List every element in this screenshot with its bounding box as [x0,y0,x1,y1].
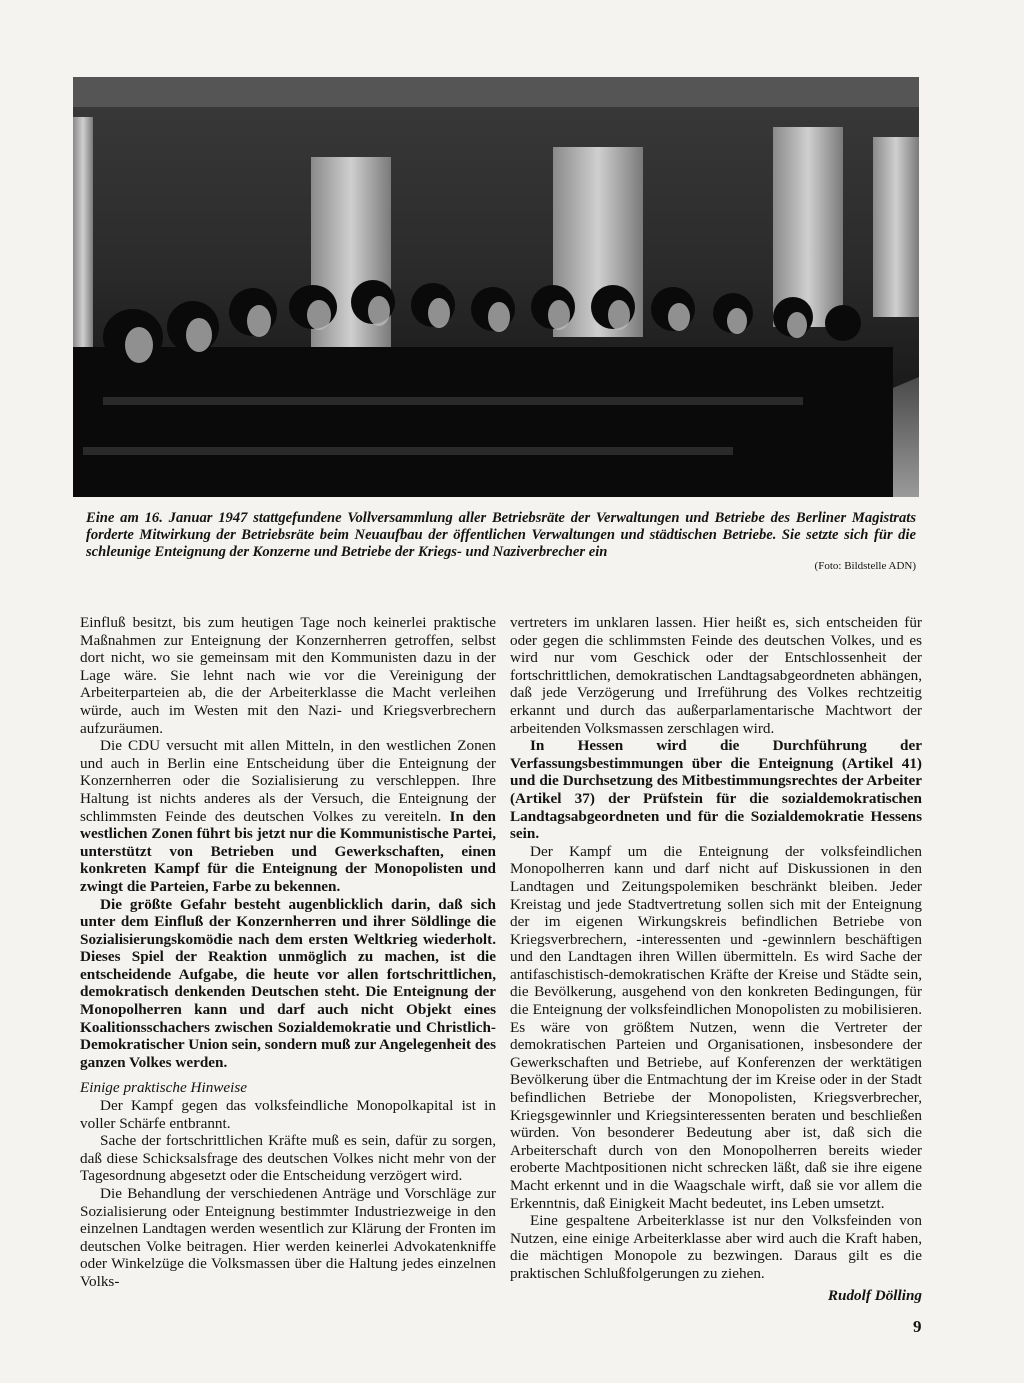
page-number: 9 [913,1317,922,1336]
paragraph: vertreters im unklaren lassen. Hier heißt es, sich entscheiden für oder gegen die schlimmsten Feinde des deutschen Volkes, und es wird nur vom Geschick oder der Entschlossenheit der fortschrittlichen, demokratischen Landtagsabgeordneten abhängen, daß jede Verzögerung und Irreführung des Volkes rechtzeitig erkannt und durch das außerparlamentarische Machtwort der arbeitenden Volksmassen zerschlagen wird. [510,614,922,737]
paragraph: Einfluß besitzt, bis zum heutigen Tage noch keinerlei praktische Maßnahmen zur Enteignung der Konzernherren getroffen, selbst dort nicht, wo sie gemeinsam mit den Kommunisten dazu in der Lage wäre. Sie lehnt nach wie vor die Vereinigung der Arbeiterparteien ab, die der Arbeiterklasse die Macht verleihen würde, auch im Westen mit den Nazi- und Kriegsverbrechern aufzuräumen. [80,614,496,737]
paragraph: Sache der fortschrittlichen Kräfte muß es sein, dafür zu sorgen, daß diese Schicksalsfrage des deutschen Volkes nicht mehr von der Tagesordnung abgesetzt oder die Entscheidung verzögert wird. [80,1132,496,1185]
subheading: Einige praktische Hinweise [80,1079,248,1097]
photo-assembly-hall-icon [73,77,919,497]
paragraph-bold-text: In den westlichen Zonen führt bis jetzt nur die Kommunistische Partei, unterstützt von Betrieben und Gewerkschaften, einen konkreten Kampf für die Enteignung der Monopolisten und zwingt die Parteien, Farbe zu bekennen. [80,807,496,895]
paragraph: Die Behandlung der verschiedenen Anträge und Vorschläge zur Sozialisierung oder Enteignung bestimmter Industriezweige in den einzelnen Landtagen werden wesentlich zur Klärung der Fronten im deutschen Volke beitragen. Hier werden keinerlei Advokatenkniffe oder Winkelzüge die Volksmassen über die Haltung jedes einzelnen Volks- [80,1185,496,1290]
paragraph [80,737,496,895]
paragraph: Die größte Gefahr besteht augenblicklich darin, daß sich unter dem Einfluß der Konzernherren und ihrer Söldlinge die Sozialisierungskomödie nach dem ersten Weltkrieg wiederholt. Dieses Spiel der Reaktion unmöglich zu machen, ist die entscheidende Aufgabe, die heute vor allen fortschrittlichen, demokratisch denkenden Deutschen steht. Die Enteignung der Monopolherren kann und darf auch nicht Objekt eines Koalitionsschachers zwischen Sozialdemokratie und Christlich-Demokratischer Union sein, sondern muß zur Angelegenheit des ganzen Volkes werden. [80,895,496,1071]
assembly-photo [73,77,919,497]
caption-text: Eine am 16. Januar 1947 stattgefundene Vollversammlung aller Betriebsräte der Verwaltungen und Betriebe des Berliner Magistrats forderte Mitwirkung der Betriebsräte beim Neuaufbau der öffentlichen Verwaltungen und städtischen Betriebe. Sie setzte sich für die schleunige Enteignung der Konzerne und Betriebe der Kriegs- und Naziverbrecher ein [86,510,916,560]
paragraph-text: Die CDU versucht mit allen Mitteln, in den westlichen Zonen und auch in Berlin eine Entscheidung über die Enteignung der Konzernherren oder die Sozialisierung zu verschleppen. Ihre Haltung ist nichts anderes als der Versuch, die Enteignung der schlimmsten Feinde des deutschen Volkes zu vereiteln. [80,737,496,825]
paragraph: Der Kampf um die Enteignung der volksfeindlichen Monopolherren kann und darf nicht auf Diskussionen in den Landtagen und Zeitungspolemiken beschränkt bleiben. Jeder Kreistag und jede Stadtvertretung sollen sich mit der Enteignung der im eigenen Wirkungskreis befindlichen Betriebe von Kriegsverbrechern, -interessenten und -gewinnlern beschäftigen und den Landtagen ihren Willen übermitteln. Es wird Sache der antifaschistisch-demokratischen Kräfte der Kreise und Städte sein, die Bevölkerung, ausgehend von den konkreten Bedingungen, für die Enteignung der volksfeindlichen Monopolisten zu mobilisieren. Es wäre von größtem Nutzen, wenn die Vertreter der demokratischen Parteien und Organisationen, insbesondere der Gewerkschaften und Betriebe, auf Konferenzen der werktätigen Bevölkerung über die Entmachtung der im Kreise oder in der Stadt befindlichen Betriebe der Monopolisten, Kriegsverbrecher, Kriegsgewinnler und Kriegsinteressenten beraten und beschließen würden. Von besonderer Bedeutung aber ist, daß sich die Arbeiterschaft durch von den Monopolherren bereits wieder eroberte Machtpositionen nicht schrecken läßt, daß sie ihre eigene Macht erkennt und in die Waagschale wirft, daß sie vor allem die Erkenntnis, daß Einigkeit Macht bedeutet, ins Leben umsetzt. [510,842,922,1212]
photo-credit: (Foto: Bildstelle ADN) [814,560,916,572]
paragraph: Der Kampf gegen das volksfeindliche Monopolkapital ist in voller Schärfe entbrannt. [80,1097,496,1132]
paragraph: In Hessen wird die Durchführung der Verfassungsbestimmungen über die Enteignung (Artikel 41) und die Durchsetzung des Mitbestimmungsrechtes der Arbeiter (Artikel 37) der Prüfstein für die sozialdemokratischen Landtagsabgeordneten und für die Sozialdemokratie Hessens sein. [510,737,922,843]
right-column [510,614,922,1304]
photo-caption [86,510,916,573]
left-column [80,614,496,1291]
paragraph: Eine gespaltene Arbeiterklasse ist nur den Volksfeinden von Nutzen, eine einige Arbeiterklasse aber wird auch die Kraft haben, die mächtigen Monopole zu bezwingen. Daraus gilt es die praktischen Schlußfolgerungen zu ziehen. [510,1212,922,1282]
author-name: Rudolf Dölling [827,1286,922,1304]
